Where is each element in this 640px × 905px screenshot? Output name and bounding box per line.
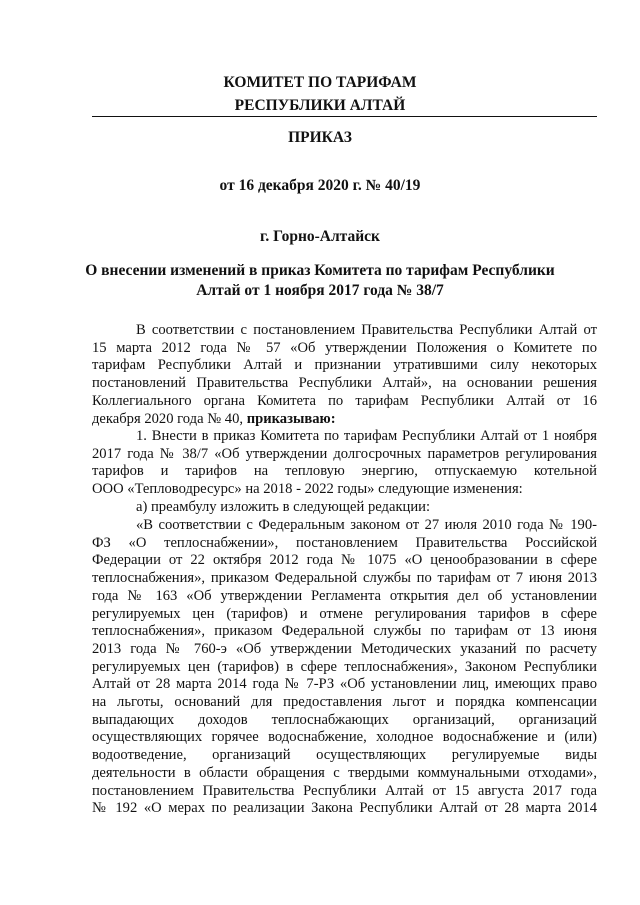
- order-keyword: приказываю:: [246, 410, 336, 427]
- text-line: № 192 «О мерах по реализации Закона Республики Алтай от 28 марта 2014: [92, 800, 597, 817]
- text-line: теплоснабжения», приказом Федеральной службы по тарифам от 13 июня: [92, 623, 597, 640]
- document-date-number: от 16 декабря 2020 г. № 40/19: [219, 177, 421, 194]
- paragraph-preamble: [92, 322, 597, 428]
- text-line: регулируемых цен (тарифов) и отмене регулирования тарифов в сфере: [92, 605, 597, 622]
- text-line: выпадающих доходов теплоснабжающих организаций, организаций: [92, 711, 597, 728]
- text-fragment: декабря 2020 года № 40,: [92, 410, 247, 427]
- text-line: тарифам Республики Алтай и признании утратившими силу некоторых: [92, 357, 597, 374]
- text-line: 15 марта 2012 года № 57 «Об утверждении Положения о Комитете по: [92, 339, 597, 356]
- text-line: а) преамбулу изложить в следующей редакции:: [136, 499, 431, 515]
- text-line: деятельности в области обращения с твердыми коммунальными отходами»,: [92, 764, 597, 781]
- text-line: В соответствии с постановлением Правительства Республики Алтай от: [136, 322, 597, 338]
- text-line: тарифов и тарифов на тепловую энергию, отпускаемую котельной: [92, 463, 597, 480]
- text-line: водоотведение, организаций осуществляющих регулируемые виды: [92, 747, 597, 764]
- document-subject-line2: Алтай от 1 ноября 2017 года № 38/7: [196, 282, 444, 299]
- text-line: «В соответствии с Федеральным законом от 27 июля 2010 года № 190-: [136, 517, 597, 533]
- text-line: на льготы, оснований для предоставления льгот и порядка компенсации: [92, 694, 597, 711]
- org-name-line2: РЕСПУБЛИКИ АЛТАЙ: [234, 97, 406, 114]
- paragraph-item-1: [92, 428, 597, 499]
- text-line: ФЗ «О теплоснабжении», постановлением Правительства Российской: [92, 534, 597, 551]
- paragraph-quoted-preamble: [92, 517, 597, 818]
- document-city: г. Горно-Алтайск: [260, 228, 380, 245]
- text-line: ООО «Тепловодресурс» на 2018 - 2022 годы» следующие изменения:: [92, 481, 523, 498]
- text-line: 1. Внести в приказ Комитета по тарифам Республики Алтай от 1 ноября: [136, 428, 597, 444]
- header-divider: [92, 116, 597, 117]
- document-type: ПРИКАЗ: [288, 129, 352, 146]
- org-name-line1: КОМИТЕТ ПО ТАРИФАМ: [223, 74, 417, 91]
- text-line: Коллегиального органа Комитета по тарифам Республики Алтай от 16: [92, 392, 597, 409]
- text-line: [92, 411, 597, 429]
- text-line: 2017 года № 38/7 «Об утверждении долгосрочных параметров регулирования: [92, 445, 597, 462]
- text-line: постановлением Правительства Республики Алтай от 15 августа 2017 года: [92, 782, 597, 799]
- text-line: регулируемых цен (тарифов) в сфере теплоснабжения», Законом Республики: [92, 658, 597, 675]
- text-line: Алтай от 28 марта 2014 года № 7-РЗ «Об установлении лиц, имеющих право: [92, 676, 597, 693]
- text-line: 2013 года № 760-э «Об утверждении Методических указаний по расчету: [92, 640, 597, 657]
- paragraph-item-a: [92, 499, 597, 517]
- text-line: года № 163 «Об утверждении Регламента открытия дел об установлении: [92, 587, 597, 604]
- document-subject-line1: О внесении изменений в приказ Комитета по тарифам Республики: [85, 262, 555, 279]
- text-line: осуществляющих горячее водоснабжение, холодное водоснабжение и (или): [92, 729, 597, 746]
- text-line: постановлений Правительства Республики Алтай», на основании решения: [92, 375, 597, 392]
- text-line: Федерации от 22 октября 2012 года № 1075 «О ценообразовании в сфере: [92, 552, 597, 569]
- text-line: теплоснабжения», приказом Федеральной службы по тарифам от 7 июня 2013: [92, 570, 597, 587]
